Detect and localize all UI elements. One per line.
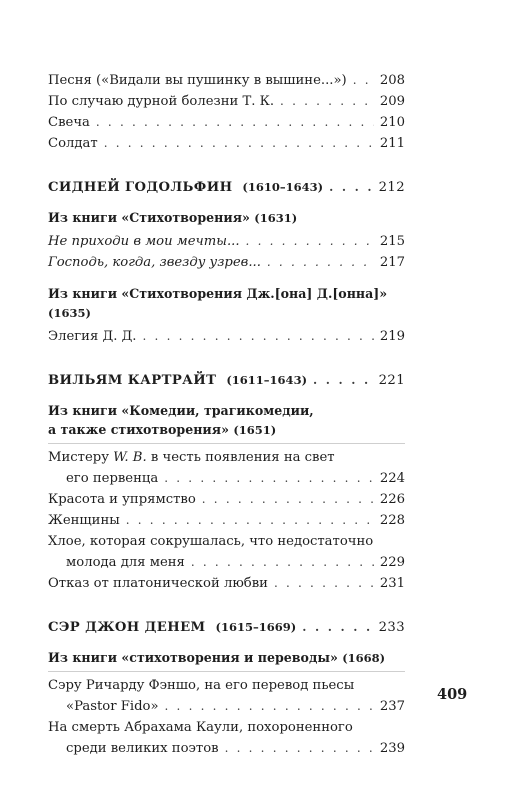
entry-title: Свеча [48,115,90,130]
dot-leader [329,177,373,198]
entry-title: Женщины [48,513,120,528]
toc-entry [48,91,405,112]
toc-entry [48,70,405,91]
dot-leader [225,738,374,759]
dot-leader [280,91,374,112]
entry-page: 219 [379,329,405,344]
entry-page: 217 [379,255,405,270]
entry-page: 229 [379,555,405,570]
author-heading-godolphin [48,177,405,198]
toc-entry [48,231,405,252]
dot-leader [202,489,374,510]
entry-title: Элегия Д. Д. [48,329,137,344]
author-years: (1615–1669) [215,620,297,634]
entry-page: 211 [379,136,405,151]
author-name: ВИЛЬЯМ КАРТРАЙТ [48,373,217,388]
book-heading [48,648,405,668]
dot-leader [164,468,374,489]
toc-entry-multiline [48,531,405,573]
entry-page: 237 [379,699,405,714]
book-title: Из книги «стихотворения и переводы» [48,650,338,665]
dot-leader [302,617,372,638]
divider [48,671,405,672]
entry-title-initials: W. B. [113,450,147,465]
book-heading [48,284,405,323]
book-heading [48,401,405,440]
dot-leader [313,370,373,391]
entry-title-line2: «Pastor Fido» [66,699,159,714]
entry-title: Не приходи в мои мечты... [48,234,240,249]
dot-leader [267,252,374,273]
dot-leader [246,231,374,252]
entry-page: 231 [379,576,405,591]
entry-page: 224 [379,471,405,486]
dot-leader [143,326,374,347]
book-title: Из книги «Стихотворения» [48,210,250,225]
author-page: 212 [378,180,405,195]
dot-leader [126,510,374,531]
entry-title-prefix: Мистеру [48,450,114,465]
entry-title-line2: среди великих поэтов [66,741,219,756]
entry-title-line1: Сэру Ричарду Фэншо, на его перевод пьесы [48,678,355,693]
toc-entry [48,112,405,133]
entry-title-line1: Хлое, которая сокрушалась, что недостаточно [48,534,374,549]
author-name: СИДНЕЙ ГОДОЛЬФИН [48,180,233,195]
entry-page: 210 [379,115,405,130]
entry-title-line2: молода для меня [66,555,185,570]
entry-title: Песня («Видали вы пушинку в вышине...») [48,73,347,88]
author-page: 221 [378,373,405,388]
entry-title: Солдат [48,136,98,151]
entry-title: Господь, когда, звезду узрев... [48,255,261,270]
author-heading-cartwright [48,370,405,391]
toc-entry [48,326,405,347]
book-heading [48,208,405,228]
author-heading-denham [48,617,405,638]
entry-page: 208 [379,73,405,88]
entry-title-line1: На смерть Абрахама Каули, похороненного [48,720,353,735]
book-year: (1635) [48,306,91,320]
book-year: (1651) [233,423,277,437]
book-title-line1: Из книги «Комедии, трагикомедии, [48,403,314,418]
entry-title: Красота и упрямство [48,492,196,507]
dot-leader [191,552,374,573]
dot-leader [96,112,374,133]
toc-entry [48,510,405,531]
book-title: Из книги «Стихотворения Дж.[она] Д.[онна]» [48,286,388,301]
entry-title-suffix: в честь появления на свет [146,450,335,465]
book-year: (1631) [254,211,298,225]
table-of-contents [48,70,405,759]
toc-entry-multiline [48,675,405,717]
author-name: СЭР ДЖОН ДЕНЕМ [48,620,206,635]
author-years: (1610–1643) [242,180,324,194]
entry-page: 215 [379,234,405,249]
toc-entry-multiline [48,717,405,759]
entry-page: 226 [379,492,405,507]
toc-entry [48,489,405,510]
entry-page: 209 [379,94,405,109]
dot-leader [104,133,374,154]
toc-entry [48,252,405,273]
entry-page: 239 [379,741,405,756]
toc-entry-multiline [48,447,405,489]
entry-title: Отказ от платонической любви [48,576,268,591]
book-year: (1668) [342,651,386,665]
author-page: 233 [378,620,405,635]
entry-page: 228 [379,513,405,528]
divider [48,443,405,444]
dot-leader [165,696,374,717]
entry-title: По случаю дурной болезни Т. К. [48,94,275,109]
toc-entry [48,573,405,594]
page-number: 409 [437,686,468,703]
author-years: (1611–1643) [226,373,308,387]
dot-leader [353,70,374,91]
entry-title-line2: его первенца [66,471,159,486]
toc-entry [48,133,405,154]
book-title-line2: а также стихотворения» [48,422,229,437]
dot-leader [274,573,374,594]
